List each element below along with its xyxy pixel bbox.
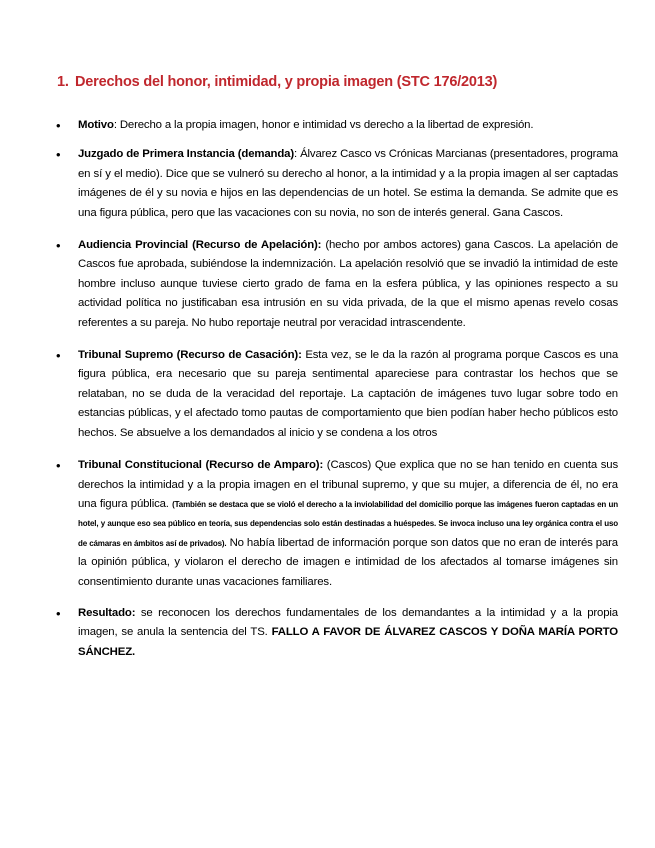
list-item-motivo: [55, 116, 618, 135]
item-label: Motivo: [78, 119, 114, 131]
heading-title: Derechos del honor, intimidad, y propia imagen (STC 176/2013): [75, 74, 498, 90]
item-text-after: No había libertad de información porque son datos que no eran de interés para la opinión pública, y violaron el derecho de imagen e intimidad de los afectados al tomarse imágenes sin consentimiento durante unas vacaciones familiares.: [78, 536, 618, 588]
bullet-icon: •: [56, 458, 61, 474]
item-text: (hecho por ambos actores) gana Cascos. La apelación de Cascos fue aprobada, subiéndose la indemnización. La apelación resolvió que se invadió la intimidad de este hombre incluso aunque tuviese cierto grado de fama en la esfera pública, y las opiniones respecto a su actividad política no justificaban esa intrusión en su vida privada, de la que el mismo apenas revelo cosas referentes a su pareja. No hubo reportaje neutral por veracidad intrascendente.: [78, 239, 619, 329]
list-item-tribunal-supremo: [55, 346, 618, 443]
list-item-audiencia-provincial: [55, 236, 618, 333]
item-label: Juzgado de Primera Instancia (demanda): [78, 148, 295, 161]
section-heading: [57, 74, 497, 90]
item-label: Tribunal Supremo (Recurso de Casación):: [78, 349, 302, 362]
heading-number: 1.: [57, 74, 69, 90]
item-label: Tribunal Constitucional (Recurso de Amparo):: [78, 459, 324, 472]
bullet-icon: •: [56, 118, 61, 133]
bullet-icon: •: [56, 348, 61, 364]
bullet-icon: •: [56, 605, 61, 621]
list-item-resultado: [55, 604, 618, 662]
bullet-list: [55, 116, 618, 662]
item-verdict: FALLO A FAVOR DE ÁLVAREZ CASCOS Y DOÑA MARÍA PORTO SÁNCHEZ.: [78, 626, 618, 658]
item-text: se reconocen los derechos fundamentales de los demandantes a la intimidad y a la propia imagen, se anula la sentencia del TS.: [78, 606, 618, 639]
bullet-icon: •: [56, 147, 61, 163]
bullet-icon: •: [56, 238, 61, 254]
item-label: Resultado:: [78, 606, 136, 619]
item-text: : Derecho a la propia imagen, honor e intimidad vs derecho a la libertad de expresión.: [113, 119, 534, 131]
list-item-tribunal-constitucional: [55, 456, 618, 592]
list-item-primera-instancia: [55, 145, 618, 223]
item-text: Esta vez, se le da la razón al programa porque Cascos es una figura pública, era necesario que su pareja sentimental apareciese para contrastar los hechos que se relataban, no se duda de la veracidad del reportaje. La captación de imágenes tuvo lugar sobre todo en estancias públicas, y el afectado tomo pautas de comportamiento que bien podían haber hecho públicos esto hechos. Se absuelve a los demandados al inicio y se condena a los otros: [78, 349, 619, 439]
item-text: (Cascos) Que explica que no se han tenido en cuenta sus derechos la intimidad y a la propia imagen en el tribunal supremo, y que su mujer, a diferencia de él, no era una figura pública.: [78, 459, 618, 510]
item-small-note: (También se destaca que se violó el derecho a la inviolabilidad del domicilio porque las imágenes fueron captadas en un hotel, y aunque eso sea público en teoría, sus dependencias solo están destinadas a huéspedes. Se invoca incluso una ley orgánica contra el uso de cámaras en ámbitos así de privados).: [78, 499, 618, 548]
item-label: Audiencia Provincial (Recurso de Apelación):: [78, 239, 322, 252]
item-text: : Álvarez Casco vs Crónicas Marcianas (presentadores, programa en sí y el medio). Dice que se vulneró su derecho al honor, a la intimidad y a la propia imagen al ser captadas imágenes de él y su novia e hijos en las dependencias de un hotel. Se estima la demanda. Se admite que es una figura pública, pero que las vacaciones con su novia, no son de interés general. Gana Cascos.: [78, 148, 618, 219]
